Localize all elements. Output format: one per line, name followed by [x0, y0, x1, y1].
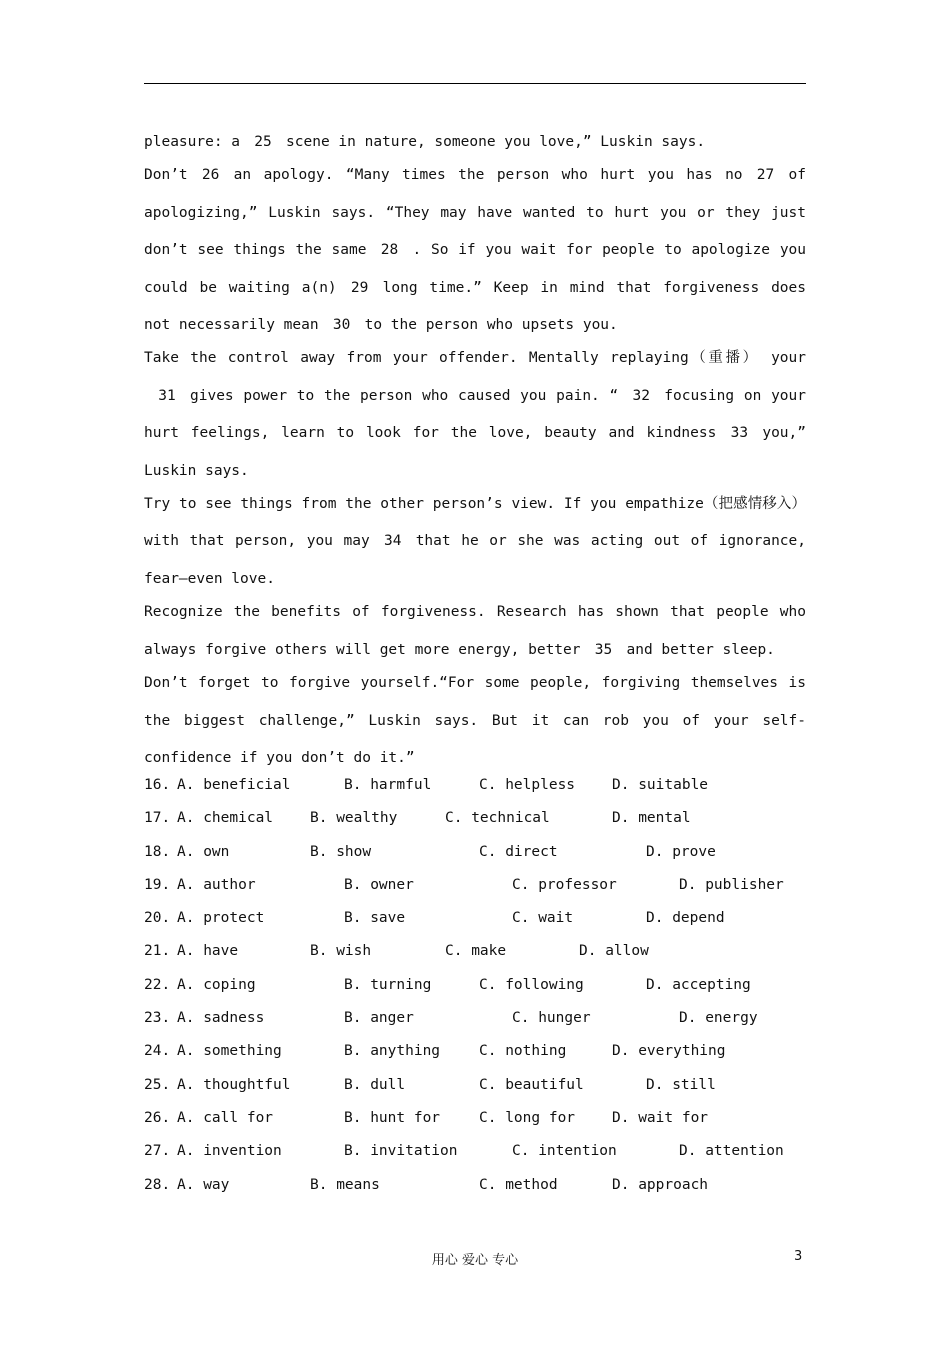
- text: Don’t forget to forgive yourself.“For some people, forgiving themselves is the biggest challenge,” Luskin says. But it can rob you of your self-confidence if you don’t do it.”: [144, 675, 806, 766]
- text: of apologizing,” Luskin says. “They may have wanted to hurt you or they just don’t see things the same: [144, 167, 806, 259]
- option-d: D. suitable: [612, 777, 709, 793]
- text: pleasure: a: [144, 134, 241, 150]
- option-b: B. wish: [310, 943, 372, 960]
- text: long time.” Keep in mind that forgiveness does not necessarily mean: [144, 279, 806, 334]
- question-25: [144, 1072, 806, 1105]
- option-c: C. professor: [512, 876, 617, 893]
- option-a: A. call for: [177, 1109, 274, 1126]
- option-a: A. sadness: [177, 1010, 265, 1027]
- blank-29: 29: [350, 279, 369, 296]
- blank-28: 28: [380, 242, 399, 259]
- paragraph-2: [144, 157, 806, 344]
- option-c: C. make: [445, 943, 507, 960]
- question-number: 19.: [144, 876, 171, 893]
- blank-35: 35: [594, 641, 613, 658]
- option-c: C. wait: [512, 910, 574, 927]
- option-b: B. save: [344, 910, 406, 927]
- text: gives power to the person who caused you pain. “: [190, 387, 619, 404]
- text: you,” Luskin says.: [144, 425, 806, 479]
- blank-30: 30: [332, 317, 351, 334]
- option-d: D. accepting: [646, 976, 751, 993]
- question-23: [144, 1005, 806, 1038]
- option-c: C. technical: [445, 810, 550, 827]
- text: an apology. “Many times the person who hurt you has no: [233, 167, 743, 184]
- paragraph-4: [144, 486, 806, 598]
- option-b: B. show: [310, 843, 372, 860]
- option-a: A. coping: [177, 976, 256, 993]
- text: focusing on your hurt feelings, learn to look for the love, beauty and kindness: [144, 387, 806, 442]
- option-d: D. publisher: [679, 876, 784, 893]
- option-c: C. nothing: [479, 1043, 567, 1060]
- question-17: [144, 805, 806, 838]
- option-c: C. intention: [512, 1143, 617, 1160]
- option-a: A. protect: [177, 910, 265, 927]
- text: Don’t: [144, 167, 188, 184]
- question-16: [144, 772, 806, 805]
- option-a: A. invention: [177, 1143, 282, 1160]
- question-number: 16.: [144, 777, 171, 793]
- option-b: B. anything: [344, 1043, 441, 1060]
- paragraph-1: [144, 124, 806, 161]
- blank-33: 33: [730, 425, 749, 442]
- option-b: B. anger: [344, 1010, 414, 1027]
- question-number: 23.: [144, 1010, 171, 1027]
- answer-options: [144, 772, 806, 1205]
- option-c: C. method: [479, 1176, 558, 1193]
- question-number: 25.: [144, 1076, 171, 1093]
- header-rule: [144, 83, 806, 84]
- option-d: D. wait for: [612, 1109, 709, 1126]
- question-27: [144, 1138, 806, 1171]
- option-d: D. depend: [646, 910, 725, 927]
- blank-26: 26: [201, 167, 220, 184]
- question-24: [144, 1038, 806, 1071]
- text: that he or she was acting out of ignorance, fear—even love.: [144, 533, 806, 587]
- question-number: 17.: [144, 810, 171, 827]
- option-c: C. helpless: [479, 777, 576, 793]
- option-c: C. direct: [479, 843, 558, 860]
- option-d: D. everything: [612, 1043, 726, 1060]
- option-b: B. dull: [344, 1076, 406, 1093]
- page-number: 3: [794, 1249, 803, 1264]
- option-c: C. long for: [479, 1109, 576, 1126]
- option-c: C. beautiful: [479, 1076, 584, 1093]
- option-d: D. prove: [646, 843, 716, 860]
- option-d: D. allow: [579, 943, 649, 960]
- option-d: D. attention: [679, 1143, 784, 1160]
- text: Take the control away from your offender. Mentally replaying（重播） your: [144, 350, 806, 367]
- text: to the person who upsets you.: [364, 317, 618, 334]
- question-number: 22.: [144, 976, 171, 993]
- option-b: B. harmful: [344, 777, 432, 793]
- option-b: B. wealthy: [310, 810, 398, 827]
- blank-27: 27: [756, 167, 775, 184]
- question-19: [144, 872, 806, 905]
- option-a: A. something: [177, 1043, 282, 1060]
- question-number: 26.: [144, 1109, 171, 1126]
- option-a: A. beneficial: [177, 777, 291, 793]
- text: Recognize the benefits of forgiveness. Research has shown that people who always forgive others will get more energy, better: [144, 604, 806, 658]
- option-d: D. energy: [679, 1010, 758, 1027]
- question-number: 24.: [144, 1043, 171, 1060]
- question-22: [144, 972, 806, 1005]
- blank-25: 25: [254, 134, 272, 150]
- question-18: [144, 839, 806, 872]
- question-28: [144, 1172, 806, 1205]
- option-a: A. chemical: [177, 810, 274, 827]
- option-b: B. owner: [344, 876, 414, 893]
- question-number: 20.: [144, 910, 171, 927]
- option-a: A. author: [177, 876, 256, 893]
- option-b: B. turning: [344, 976, 432, 993]
- option-a: A. own: [177, 843, 230, 860]
- paragraph-6: [144, 665, 806, 777]
- option-d: D. mental: [612, 810, 691, 827]
- option-b: B. invitation: [344, 1143, 458, 1160]
- text: . So if you wait for people to apologize you could be waiting a(n): [144, 242, 807, 296]
- question-number: 21.: [144, 943, 171, 960]
- option-b: B. hunt for: [344, 1109, 441, 1126]
- option-a: A. way: [177, 1176, 230, 1193]
- text: Try to see things from the other person’s view. If you empathize（把感情移入） with that person, you may: [144, 496, 806, 550]
- question-number: 27.: [144, 1143, 171, 1160]
- blank-32: 32: [632, 387, 650, 404]
- paragraph-3: [144, 340, 806, 490]
- question-20: [144, 905, 806, 938]
- option-d: D. still: [646, 1076, 716, 1093]
- question-number: 18.: [144, 843, 171, 860]
- text: and better sleep.: [626, 641, 775, 658]
- text: scene in nature, someone you love,” Luskin says.: [286, 134, 706, 150]
- option-a: A. thoughtful: [177, 1076, 291, 1093]
- option-b: B. means: [310, 1176, 380, 1193]
- question-number: 28.: [144, 1176, 171, 1193]
- blank-31: 31: [158, 387, 176, 404]
- option-a: A. have: [177, 943, 239, 960]
- option-d: D. approach: [612, 1176, 709, 1193]
- question-26: [144, 1105, 806, 1138]
- option-c: C. following: [479, 976, 584, 993]
- cloze-passage: [144, 124, 806, 777]
- footer-text: 用心 爱心 专心: [431, 1253, 519, 1268]
- paragraph-5: [144, 594, 806, 669]
- blank-34: 34: [383, 533, 402, 550]
- question-21: [144, 938, 806, 971]
- option-c: C. hunger: [512, 1010, 591, 1027]
